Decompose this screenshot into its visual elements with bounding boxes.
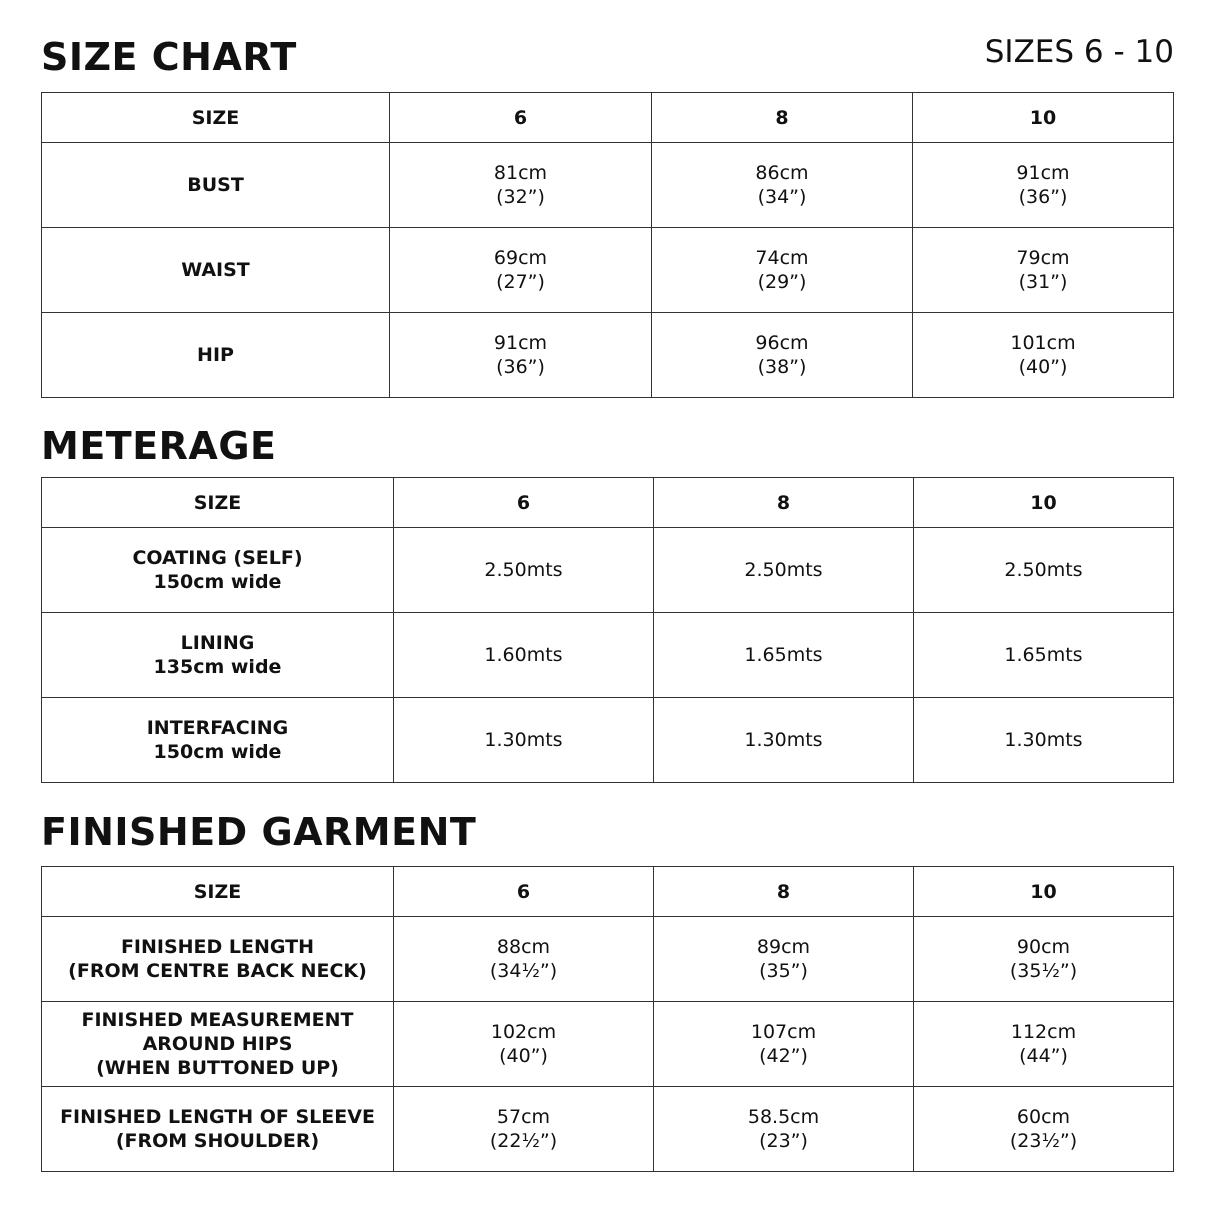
table-header-row (42, 93, 1174, 143)
table-cell: 81cm (32”) (390, 143, 652, 228)
table-cell: 89cm (35”) (654, 917, 914, 1002)
table-cell: 2.50mts (394, 528, 654, 613)
row-label: WAIST (42, 228, 390, 313)
table-cell: 101cm (40”) (913, 313, 1174, 398)
table-header-row (42, 478, 1174, 528)
table-row-lining (42, 613, 1174, 698)
row-label: FINISHED MEASUREMENT AROUND HIPS (WHEN BUTTONED UP) (42, 1002, 394, 1087)
table-row-finished-hips (42, 1002, 1174, 1087)
column-header: 6 (390, 93, 652, 143)
table-cell: 1.30mts (394, 698, 654, 783)
table-cell: 57cm (22½”) (394, 1087, 654, 1172)
table-cell: 2.50mts (654, 528, 914, 613)
table-cell: 69cm (27”) (390, 228, 652, 313)
table-cell: 79cm (31”) (913, 228, 1174, 313)
meterage-title: METERAGE (41, 424, 277, 468)
table-row-bust (42, 143, 1174, 228)
table-cell: 1.65mts (654, 613, 914, 698)
finished-garment-table (41, 866, 1174, 1172)
column-header: 8 (652, 93, 913, 143)
column-header: 6 (394, 867, 654, 917)
column-header: SIZE (42, 867, 394, 917)
table-cell: 88cm (34½”) (394, 917, 654, 1002)
table-cell: 102cm (40”) (394, 1002, 654, 1087)
table-cell: 1.60mts (394, 613, 654, 698)
page-title: SIZE CHART (41, 35, 297, 79)
row-label: BUST (42, 143, 390, 228)
column-header: 10 (913, 93, 1174, 143)
table-cell: 74cm (29”) (652, 228, 913, 313)
finished-garment-title: FINISHED GARMENT (41, 810, 477, 854)
table-cell: 60cm (23½”) (914, 1087, 1174, 1172)
table-cell: 1.30mts (914, 698, 1174, 783)
row-label: FINISHED LENGTH (FROM CENTRE BACK NECK) (42, 917, 394, 1002)
size-chart-table (41, 92, 1174, 398)
row-label: HIP (42, 313, 390, 398)
column-header: 10 (914, 478, 1174, 528)
column-header: 8 (654, 867, 914, 917)
table-row-coating (42, 528, 1174, 613)
table-cell: 112cm (44”) (914, 1002, 1174, 1087)
column-header: 8 (654, 478, 914, 528)
table-cell: 107cm (42”) (654, 1002, 914, 1087)
row-label: FINISHED LENGTH OF SLEEVE (FROM SHOULDER) (42, 1087, 394, 1172)
table-cell: 90cm (35½”) (914, 917, 1174, 1002)
table-row-finished-length (42, 917, 1174, 1002)
sizes-range-label: SIZES 6 - 10 (984, 34, 1174, 70)
column-header: 10 (914, 867, 1174, 917)
row-label: LINING 135cm wide (42, 613, 394, 698)
table-row-hip (42, 313, 1174, 398)
table-cell: 58.5cm (23”) (654, 1087, 914, 1172)
table-cell: 1.30mts (654, 698, 914, 783)
column-header: 6 (394, 478, 654, 528)
table-row-waist (42, 228, 1174, 313)
meterage-table (41, 477, 1174, 783)
table-row-sleeve-length (42, 1087, 1174, 1172)
table-cell: 1.65mts (914, 613, 1174, 698)
table-cell: 2.50mts (914, 528, 1174, 613)
table-row-interfacing (42, 698, 1174, 783)
table-cell: 91cm (36”) (390, 313, 652, 398)
table-cell: 86cm (34”) (652, 143, 913, 228)
table-header-row (42, 867, 1174, 917)
row-label: INTERFACING 150cm wide (42, 698, 394, 783)
column-header: SIZE (42, 93, 390, 143)
table-cell: 96cm (38”) (652, 313, 913, 398)
table-cell: 91cm (36”) (913, 143, 1174, 228)
column-header: SIZE (42, 478, 394, 528)
row-label: COATING (SELF) 150cm wide (42, 528, 394, 613)
